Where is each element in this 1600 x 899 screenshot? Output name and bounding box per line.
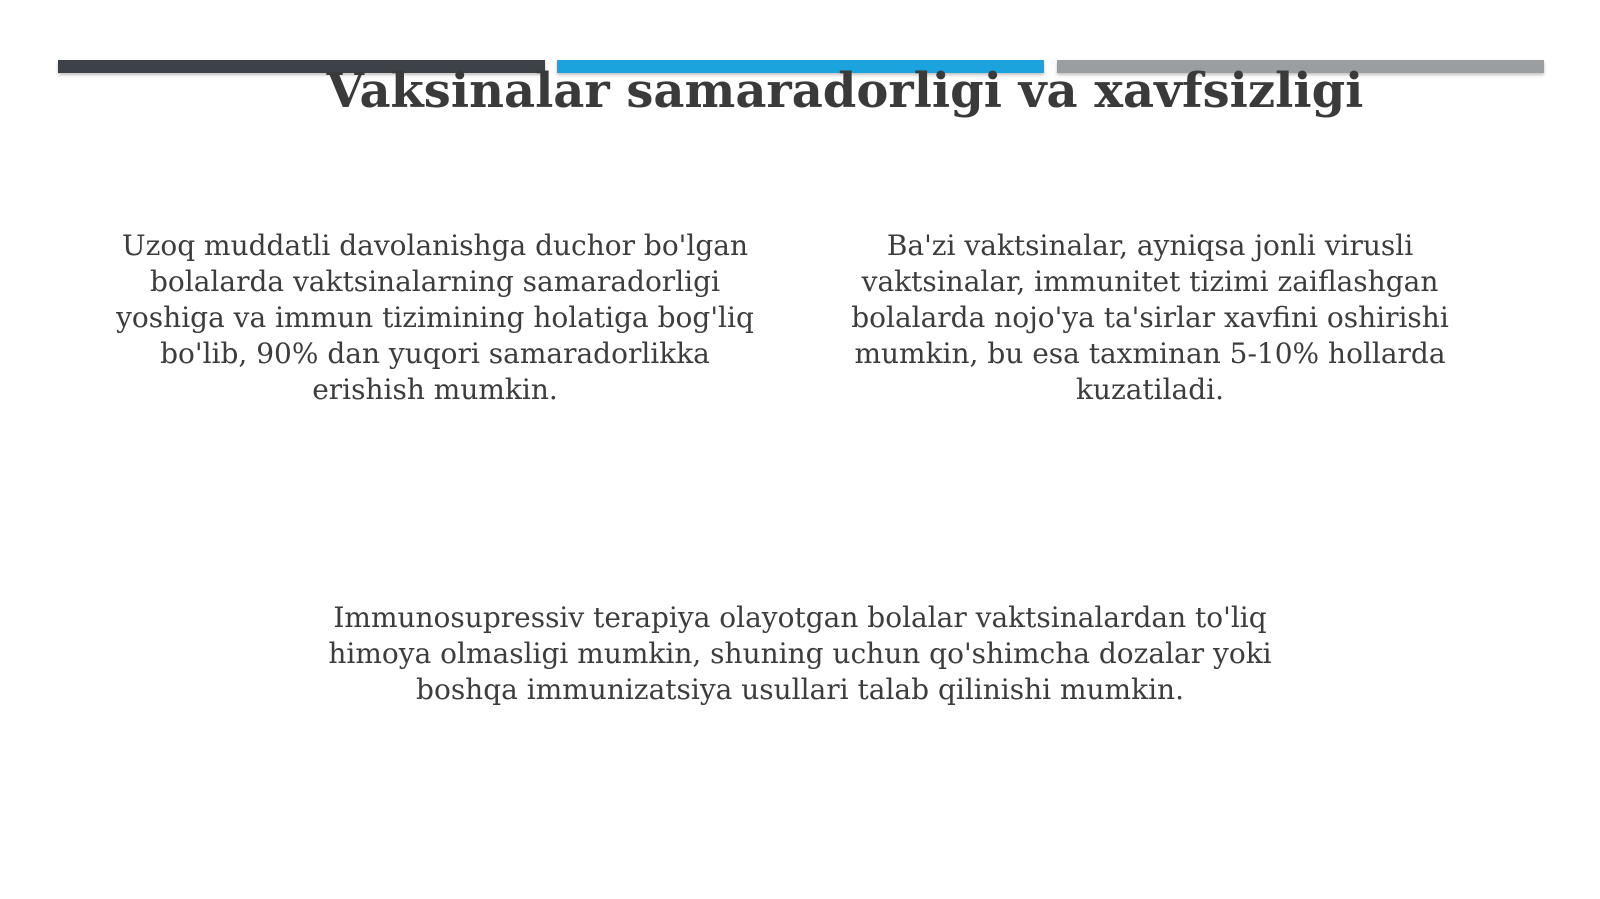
slide-title: Vaksinalar samaradorligi va xavfsizligi <box>326 63 1364 119</box>
paragraph-side-effects: Ba'zi vaktsinalar, ayniqsa jonli virusli vaktsinalar, immunitet tizimi zaiflashgan bolalarda nojo'ya ta'sirlar xavfini oshirishi mumkin, bu esa taxminan 5-10% hollarda kuzatiladi. <box>851 229 1449 406</box>
paragraph-effectiveness: Uzoq muddatli davolanishga duchor bo'lgan bolalarda vaktsinalarning samaradorligi yoshiga va immun tizimining holatiga bog'liq bo'lib, 90% dan yuqori samaradorlikka erishish mumkin. <box>116 229 754 406</box>
paragraph-immunosuppressive: Immunosupressiv terapiya olayotgan bolalar vaktsinalardan to'liq himoya olmasligi mumkin, shuning uchun qo'shimcha dozalar yoki boshqa immunizatsiya usullari talab qilinishi mumkin. <box>328 601 1272 706</box>
